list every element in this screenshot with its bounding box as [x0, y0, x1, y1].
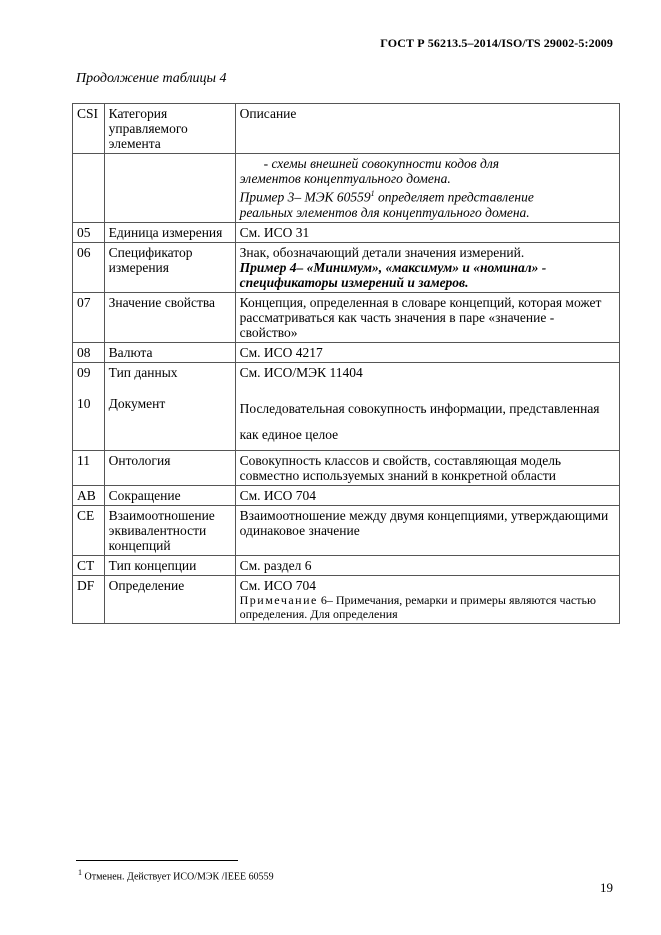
example-text: Пример 4– «Минимум», «максимум» и «номинал» - спецификаторы измерений и замеров. [239, 259, 547, 290]
description-header: Описание [235, 104, 619, 154]
description-cell [235, 362, 619, 450]
continuation-row [73, 154, 620, 223]
category-cell [104, 362, 235, 450]
category-cell: Спецификатор измерения [104, 242, 235, 292]
description-text: Знак, обозначающий детали значения измерений. [239, 244, 525, 260]
footnote [78, 868, 274, 882]
table-row [73, 485, 620, 505]
page-number: 19 [600, 880, 613, 895]
csi-cell: 06 [73, 242, 105, 292]
description-cell [235, 242, 619, 292]
note-text [240, 593, 615, 621]
description-cell: Совокупность классов и свойств, составляющая модель совместно используемых знаний в конкретной области [235, 450, 619, 485]
footnote-marker: 1 [78, 868, 82, 877]
table-row [73, 362, 620, 450]
empty-cell [73, 154, 105, 223]
category-value: Документ [108, 395, 166, 411]
table-row [73, 222, 620, 242]
category-cell: Валюта [104, 342, 235, 362]
description-cell [235, 575, 619, 623]
description-value: Последовательная совокупность информации, представленная как единое целое [239, 400, 600, 442]
description-cell: См. ИСО 4217 [235, 342, 619, 362]
footnote-divider [76, 860, 238, 861]
table-row [73, 505, 620, 555]
table-row [73, 242, 620, 292]
csi-header: CSI [73, 104, 105, 154]
category-cell: Значение свойства [104, 292, 235, 342]
description-cell: См. раздел 6 [235, 555, 619, 575]
csi-cell: 05 [73, 222, 105, 242]
csi-cell: CT [73, 555, 105, 575]
csi-cell: AB [73, 485, 105, 505]
description-value: См. ИСО/МЭК 11404 [239, 364, 363, 380]
continuation-line: - схемы внешней совокупности кодов для [263, 156, 500, 171]
csi-cell: 07 [73, 292, 105, 342]
table-row [73, 450, 620, 485]
description-cell: Концепция, определенная в словаре концепций, которая может рассматриваться как часть значения в паре «значение - свойство» [235, 292, 619, 342]
description-cell: Взаимоотношение между двумя концепциями, утверждающими одинаковое значение [235, 505, 619, 555]
example-rest: определяет представление [374, 189, 534, 205]
description-cell: См. ИСО 31 [235, 222, 619, 242]
note-body: 6– Примечания, ремарки и примеры являются частью определения. Для определения [239, 592, 596, 621]
note-lead: Примечание [239, 592, 318, 607]
continuation-description [235, 154, 619, 223]
csi-cell: DF [73, 575, 105, 623]
footnote-ref: 1 [370, 189, 375, 198]
category-header: Категория управляемого элемента [104, 104, 235, 154]
continuation-line: элементов концептуального домена. [239, 171, 451, 186]
csi-value: 09 [77, 364, 91, 380]
csi-cell: 11 [73, 450, 105, 485]
continuation-line: реальных элементов для концептуального домена. [239, 204, 530, 220]
category-cell: Тип концепции [104, 555, 235, 575]
csi-cell [73, 362, 105, 450]
table-row [73, 342, 620, 362]
category-cell: Онтология [104, 450, 235, 485]
category-value: Тип данных [108, 364, 178, 380]
category-cell: Единица измерения [104, 222, 235, 242]
category-cell: Определение [104, 575, 235, 623]
description-cell: См. ИСО 704 [235, 485, 619, 505]
definitions-table [72, 103, 620, 624]
table-row [73, 575, 620, 623]
csi-value: 10 [77, 395, 91, 411]
csi-cell: CE [73, 505, 105, 555]
table-row [73, 555, 620, 575]
example-prefix: Пример 3– МЭК 60559 [239, 189, 371, 205]
example-line [240, 186, 615, 205]
category-cell: Сокращение [104, 485, 235, 505]
footnote-text: Отменен. Действует ИСО/МЭК /IEEE 60559 [82, 871, 274, 883]
table-header-row [73, 104, 620, 154]
table-caption: Продолжение таблицы 4 [76, 71, 227, 86]
table-row [73, 292, 620, 342]
empty-cell [104, 154, 235, 223]
category-cell: Взаимоотношение эквивалентности концепций [104, 505, 235, 555]
description-value: См. ИСО 704 [239, 577, 317, 593]
csi-cell: 08 [73, 342, 105, 362]
document-header: ГОСТ Р 56213.5–2014/ISO/TS 29002-5:2009 [380, 36, 613, 50]
